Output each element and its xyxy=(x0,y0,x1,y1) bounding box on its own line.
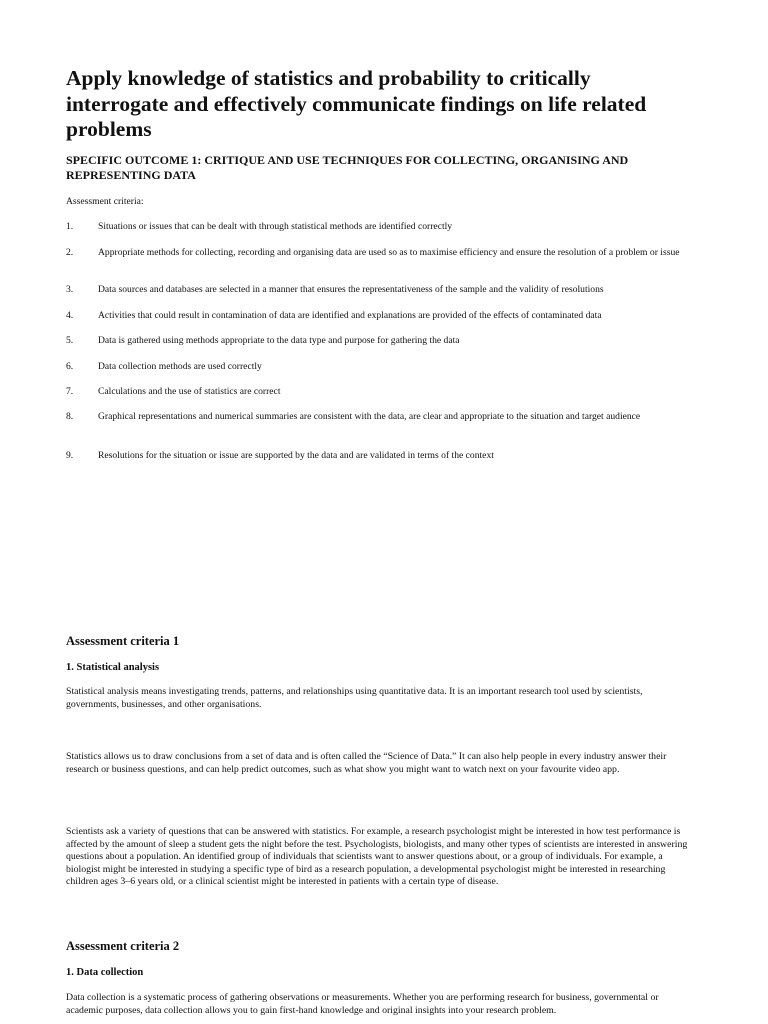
criteria-number: 8. xyxy=(66,411,74,422)
criteria-number: 1. xyxy=(66,221,74,232)
section-subheading: 1. Statistical analysis xyxy=(66,662,160,673)
criteria-text: Activities that could result in contamination of data are identified and explanations are provided of the effects of contaminated data xyxy=(98,310,602,321)
section-heading: Assessment criteria 2 xyxy=(66,939,180,953)
criteria-text: Calculations and the use of statistics are correct xyxy=(98,386,281,397)
body-paragraph: Statistical analysis means investigating trends, patterns, and relationships using quantitative data. It is an important research tool used by scientists, governments, businesses, and other organisations. xyxy=(66,686,643,710)
criteria-number: 6. xyxy=(66,361,74,372)
body-paragraph: Statistics allows us to draw conclusions from a set of data and is often called the “Science of Data.” It can also help people in every industry answer their research or business questions, and can help predict outcomes, such as what show you might want to watch next on your favourite video app. xyxy=(66,751,667,775)
criteria-item xyxy=(66,450,694,462)
criteria-item xyxy=(66,247,694,259)
criteria-text: Appropriate methods for collecting, recording and organising data are used so as to maximise efficiency and ensure the resolution of a problem or issue xyxy=(98,247,680,258)
criteria-item xyxy=(66,411,694,423)
criteria-text: Data sources and databases are selected in a manner that ensures the representativeness of the sample and the validity of resolutions xyxy=(98,284,604,295)
criteria-number: 3. xyxy=(66,284,74,295)
criteria-text: Situations or issues that can be dealt with through statistical methods are identified correctly xyxy=(98,221,453,232)
criteria-number: 2. xyxy=(66,247,74,258)
criteria-item xyxy=(66,310,694,322)
criteria-text: Resolutions for the situation or issue are supported by the data and are validated in terms of the context xyxy=(98,450,494,461)
specific-outcome-heading: SPECIFIC OUTCOME 1: CRITIQUE AND USE TECHNIQUES FOR COLLECTING, ORGANISING AND REPRESENTING DATA xyxy=(66,153,629,182)
criteria-number: 5. xyxy=(66,335,74,346)
criteria-item xyxy=(66,361,694,373)
criteria-item xyxy=(66,221,694,233)
section-subheading: 1. Data collection xyxy=(66,967,144,978)
criteria-number: 9. xyxy=(66,450,74,461)
criteria-item xyxy=(66,335,694,347)
body-paragraph: Scientists ask a variety of questions that can be answered with statistics. For example, a research psychologist might be interested in how test performance is affected by the amount of sleep a student gets the night before the test. Psychologists, biologists, and many other types of scientists are interested in answering questions about a population. An identified group of individuals that scientists want to answer questions about, or a group of individuals. For example, a biologist might be interested in studying a specific type of bird as a research population, a developmental psychologist might be interested in researching children ages 3–6 years old, or a clinical scientist might be interested in patients with a certain type of disease. xyxy=(66,826,688,888)
criteria-item xyxy=(66,284,694,296)
criteria-text: Data is gathered using methods appropriate to the data type and purpose for gathering the data xyxy=(98,335,460,346)
criteria-number: 4. xyxy=(66,310,74,321)
document-title: Apply knowledge of statistics and probability to critically interrogate and effectively communicate findings on life related problems xyxy=(66,66,647,141)
criteria-text: Graphical representations and numerical summaries are consistent with the data, are clear and appropriate to the situation and target audience xyxy=(98,411,641,422)
criteria-number: 7. xyxy=(66,386,74,397)
body-paragraph: Data collection is a systematic process of gathering observations or measurements. Whether you are performing research for business, governmental or academic purposes, data collection allows you to gain first-hand knowledge and original insights into your research problem. xyxy=(66,992,659,1016)
criteria-item xyxy=(66,386,694,398)
section-heading: Assessment criteria 1 xyxy=(66,634,180,648)
criteria-text: Data collection methods are used correctly xyxy=(98,361,262,372)
assessment-criteria-label: Assessment criteria: xyxy=(66,196,144,207)
